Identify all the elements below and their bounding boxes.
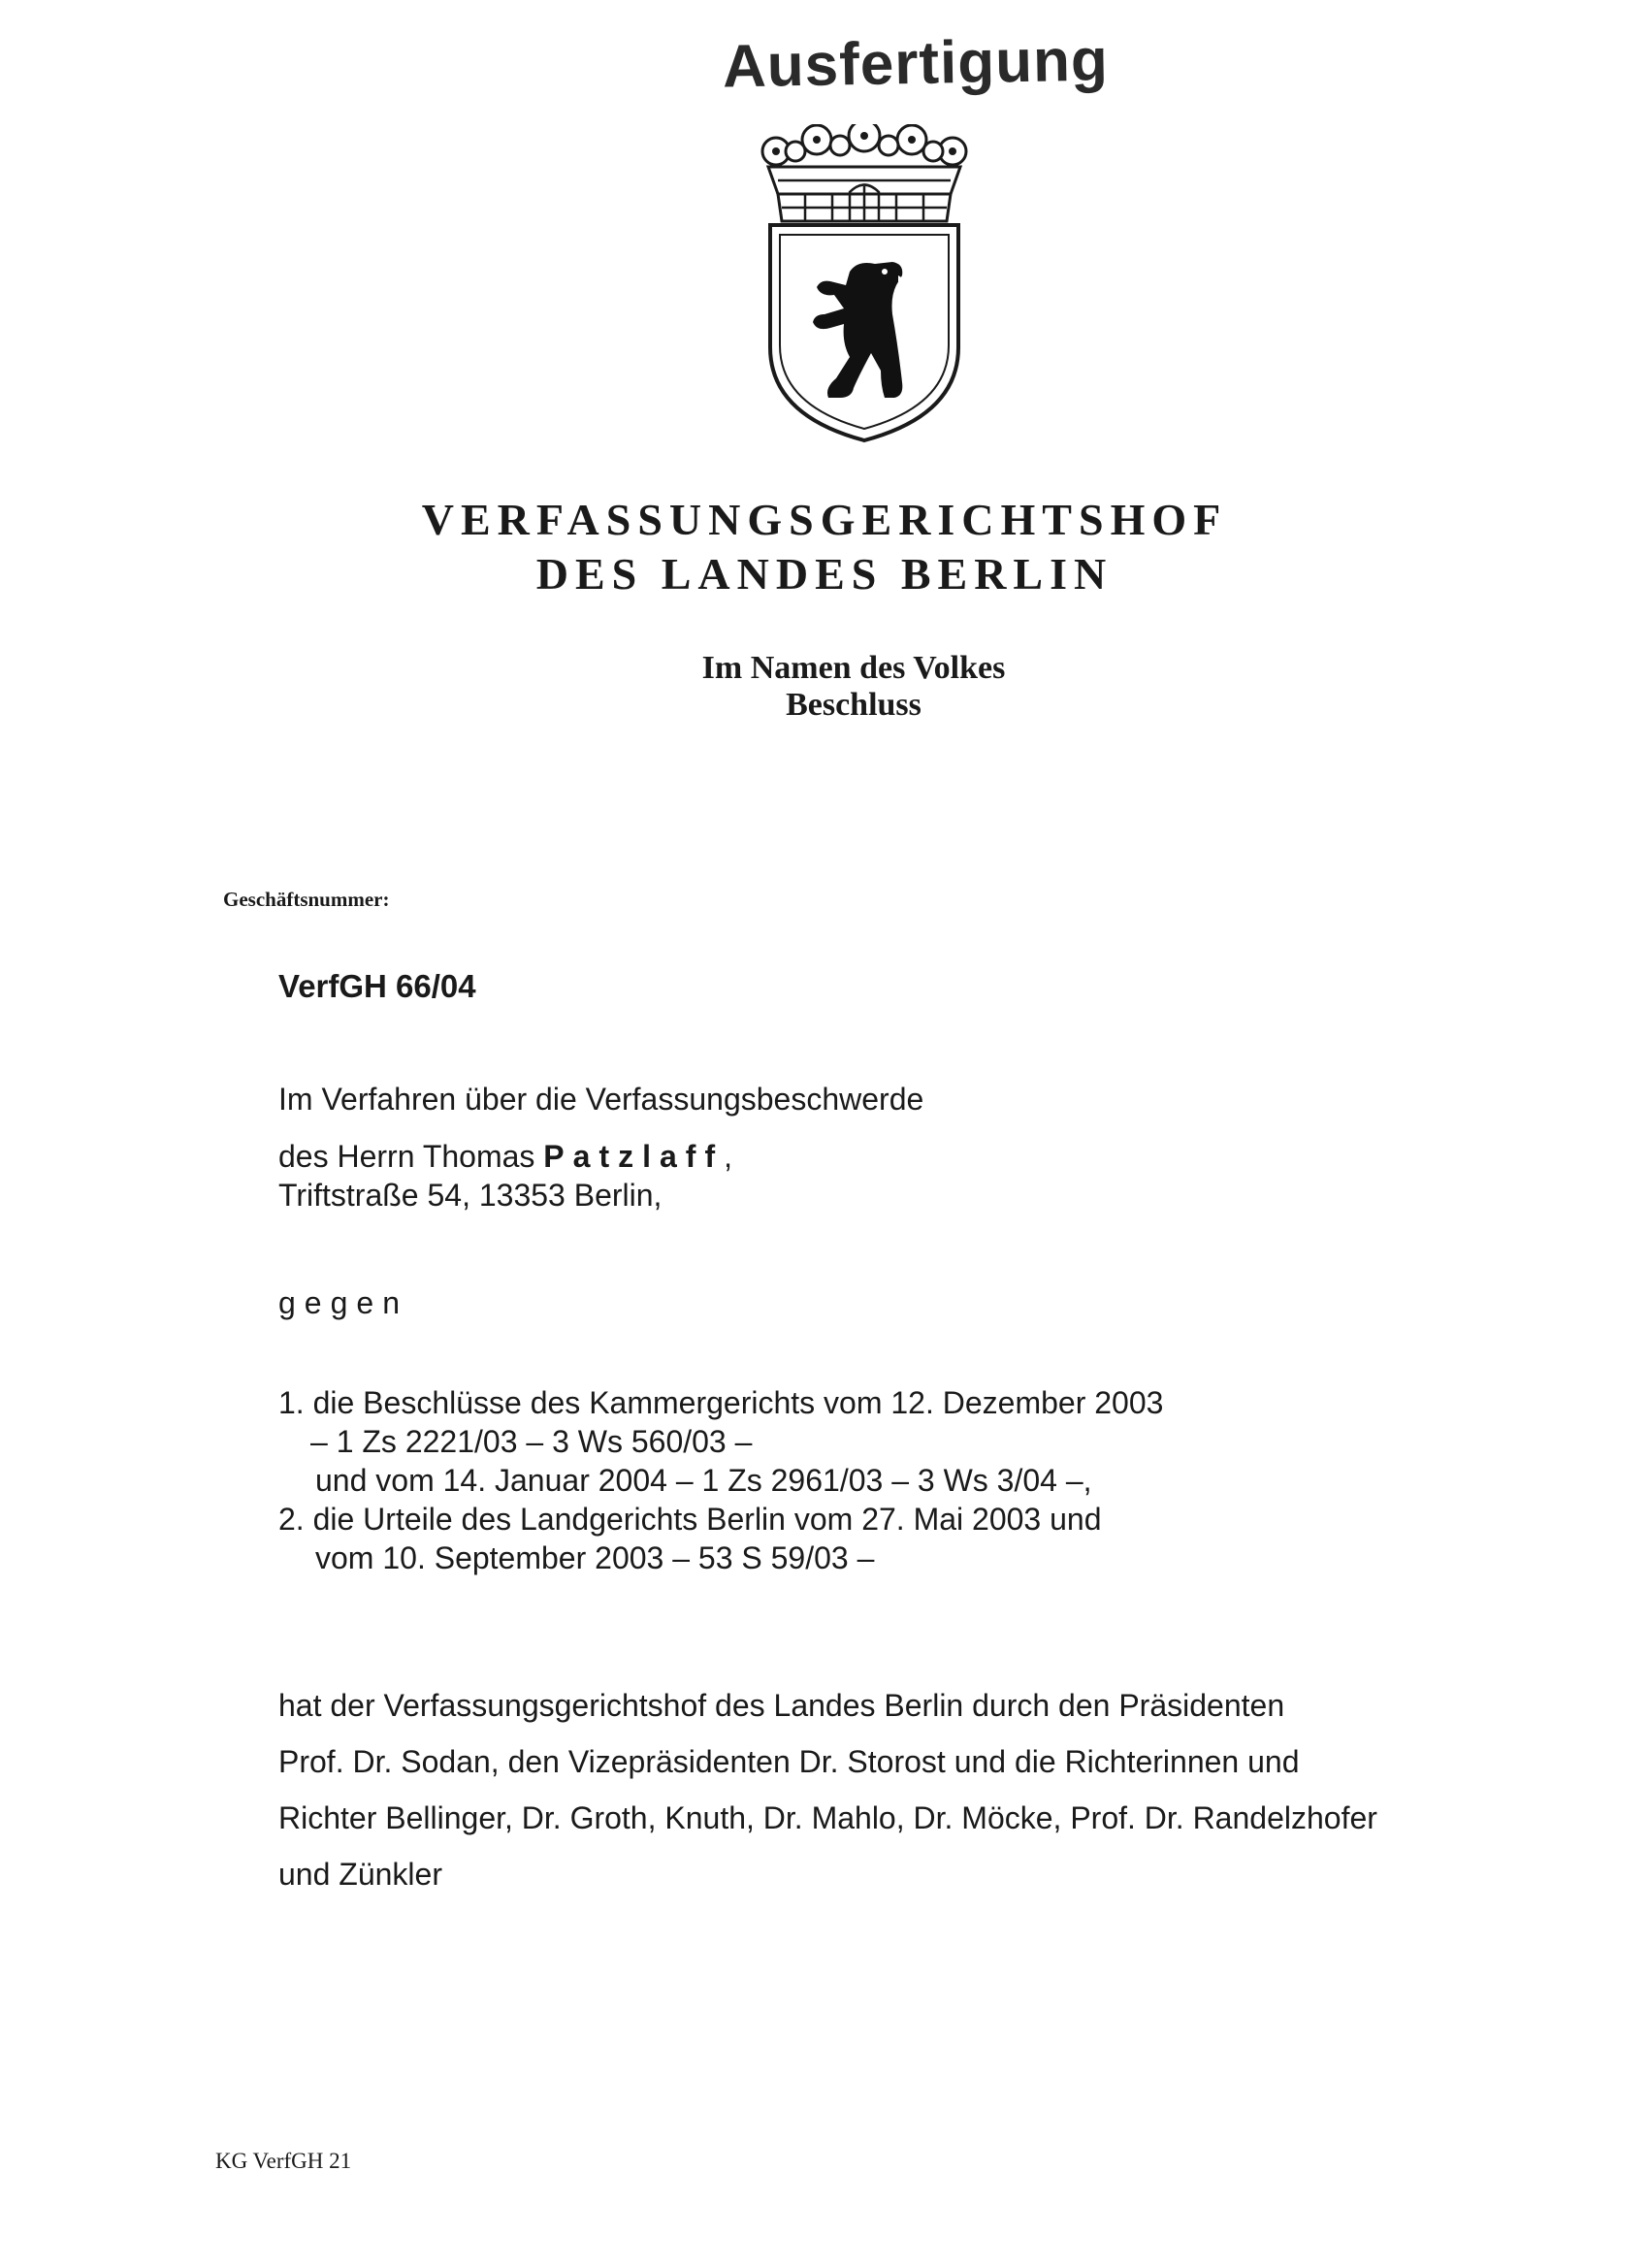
contested-item-1-ref: – 1 Zs 2221/03 – 3 Ws 560/03 – xyxy=(310,1424,753,1459)
party-prefix: des Herrn Thomas xyxy=(278,1139,535,1174)
verdict-line-1: Im Namen des Volkes xyxy=(701,650,1006,686)
party-surname: Patzlaff xyxy=(543,1139,725,1174)
party-suffix: , xyxy=(724,1139,732,1174)
court-name-line-2: DES LANDES BERLIN xyxy=(535,549,1114,599)
party-line xyxy=(278,1139,732,1175)
case-number-value: VerfGH 66/04 xyxy=(278,968,476,1004)
party-address: Triftstraße 54, 13353 Berlin, xyxy=(278,1178,663,1213)
court-name xyxy=(291,493,1358,601)
contested-item-1-cont: und vom 14. Januar 2004 – 1 Zs 2961/03 – 3 Ws 3/04 –, xyxy=(315,1463,1092,1498)
bench-line-3: Richter Bellinger, Dr. Groth, Knuth, Dr. Mahlo, Dr. Möcke, Prof. Dr. Randelzhofer xyxy=(278,1800,1377,1835)
ausfertigung-stamp: Ausfertigung xyxy=(722,26,1110,101)
contested-item-2: 2. die Urteile des Landgerichts Berlin vom 27. Mai 2003 und xyxy=(278,1502,1102,1537)
bench-line-2: Prof. Dr. Sodan, den Vizepräsidenten Dr. Storost und die Richterinnen und xyxy=(278,1744,1300,1779)
case-number-label: Geschäftsnummer: xyxy=(223,888,390,911)
bench-line-4: und Zünkler xyxy=(278,1857,442,1892)
berlin-coat-of-arms-icon xyxy=(757,124,972,444)
bench-line-1: hat der Verfassungsgerichtshof des Landes Berlin durch den Präsidenten xyxy=(278,1688,1285,1723)
contested-item-1: 1. die Beschlüsse des Kammergerichts vom 12. Dezember 2003 xyxy=(278,1385,1164,1420)
verdict-heading xyxy=(582,650,1125,724)
contested-item-2-cont: vom 10. September 2003 – 53 S 59/03 – xyxy=(315,1540,875,1575)
verdict-line-2: Beschluss xyxy=(786,687,922,723)
against-label: gegen xyxy=(278,1285,408,1320)
form-footer-code: KG VerfGH 21 xyxy=(215,2149,352,2173)
court-name-line-1: VERFASSUNGSGERICHTSHOF xyxy=(421,495,1228,544)
proceedings-intro: Im Verfahren über die Verfassungsbeschwerde xyxy=(278,1082,924,1117)
